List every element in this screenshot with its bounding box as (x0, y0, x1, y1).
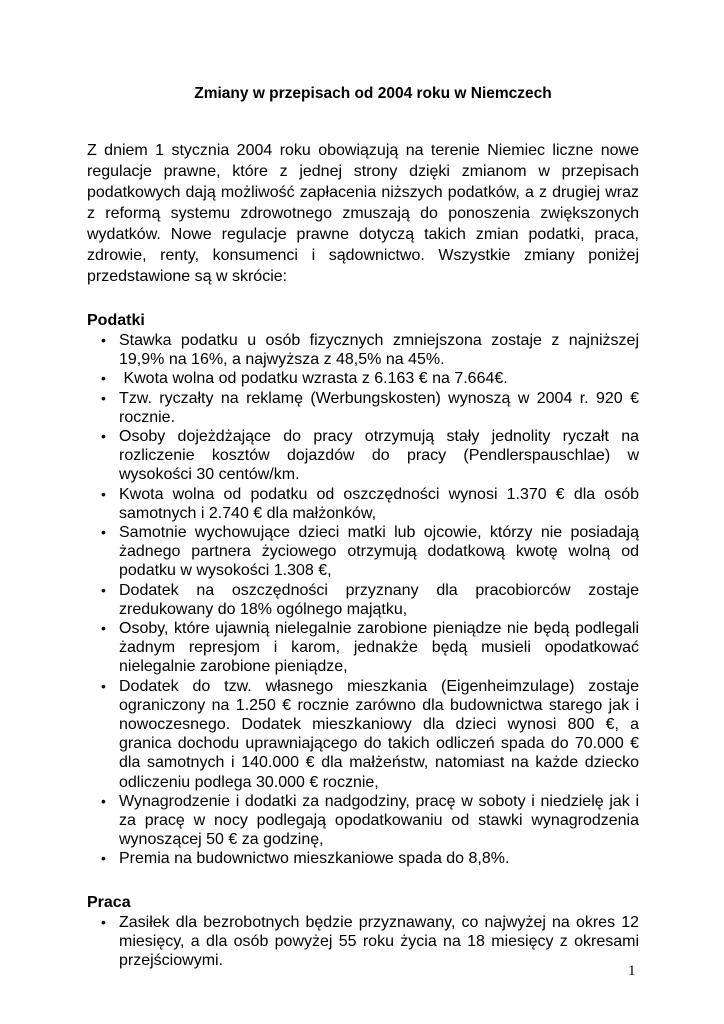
document-page (87, 84, 639, 970)
list-item-text: Samotnie wychowujące dzieci matki lub ojcowie, którzy nie posiadają żadnego partnera życiowego otrzymują dodatkową kwotę wolną od podatku w wysokości 1.308 €, (119, 524, 639, 580)
bullet-icon: • (101, 792, 106, 809)
list-item (87, 369, 639, 388)
list-item (87, 331, 639, 369)
bullet-icon: • (101, 677, 106, 694)
list-item-text: Osoby dojeżdżające do pracy otrzymują stały jednolity ryczałt na rozliczenie kosztów dojazdów do pracy (Pendlerspauschlae) w wysokości 30 centów/km. (119, 428, 639, 484)
bullet-icon: • (101, 485, 106, 502)
bullet-icon: • (101, 850, 106, 867)
bullet-icon: • (101, 332, 106, 348)
list-item-text: Wynagrodzenie i dodatki za nadgodziny, pracę w soboty i niedzielę jak i za pracę w nocy podlegają opodatkowaniu od stawki wynagrodzenia wynoszącej 50 € za godzinę, (119, 792, 639, 849)
list-item-text: Osoby, które ujawnią nielegalnie zarobione pieniądze nie będą podlegali żadnym represjom i karom, jednakże będą musieli opodatkować nielegalnie zarobione pieniądze, (119, 620, 639, 676)
section-podatki (87, 310, 639, 869)
section-praca (87, 892, 639, 971)
bullet-list (87, 913, 639, 971)
bullet-icon: • (101, 428, 106, 445)
bullet-icon: • (101, 370, 106, 387)
list-item (87, 523, 639, 581)
bullet-list (87, 331, 639, 869)
list-item (87, 581, 639, 619)
bullet-icon: • (101, 524, 106, 541)
list-item (87, 849, 639, 868)
list-item-text: Stawka podatku u osób fizycznych zmniejszona zostaje z najniższej 19,9% na 16%, a najwyższa z 48,5% na 45%. (119, 332, 639, 369)
list-item-text: Dodatek do tzw. własnego mieszkania (Eigenheimzulage) zostaje ograniczony na 1.250 € rocznie zarówno dla budownictwa starego jak i nowoczesnego. Dodatek mieszkaniowy dla dzieci wynosi 800 €, a granica dochodu uprawniającego do takich odliczeń spada do 70.000 € dla samotnych i 140.000 € dla małżeństw, natomiast na każde dziecko odliczeniu podlega 30.000 € rocznie, (119, 677, 639, 791)
list-item-text: Tzw. ryczałty na reklamę (Werbungskosten) wynoszą w 2004 r. 920 € rocznie. (119, 389, 639, 426)
list-item (87, 913, 639, 971)
page-number: 1 (628, 963, 636, 979)
list-item-text: Premia na budownictwo mieszkaniowe spada do 8,8%. (119, 850, 510, 868)
bullet-icon: • (101, 620, 106, 637)
document-title: Zmiany w przepisach od 2004 roku w Niemczech (194, 85, 552, 102)
list-item-text: Zasiłek dla bezrobotnych będzie przyznawany, co najwyżej na okres 12 miesięcy, a dla osób powyżej 55 roku życia na 18 miesięcy z okresami przejściowymi. (119, 913, 639, 970)
section-heading: Praca (87, 893, 131, 911)
list-item (87, 427, 639, 485)
list-item (87, 792, 639, 850)
list-item (87, 677, 639, 792)
section-heading: Podatki (87, 312, 145, 329)
bullet-icon: • (101, 581, 106, 598)
list-item-text: Kwota wolna od podatku od oszczędności wynosi 1.370 € dla osób samotnych i 2.740 € dla małżonków, (119, 485, 639, 522)
list-item (87, 619, 639, 677)
list-item-text: Kwota wolna od podatku wzrasta z 6.163 € na 7.664€. (119, 370, 508, 388)
intro-paragraph: Z dniem 1 stycznia 2004 roku obowiązują na terenie Niemiec liczne nowe regulacje prawne, które z jednej strony dzięki zmianom w przepisach podatkowych dają możliwość zapłacenia niższych podatków, a z drugiej wraz z reformą systemu zdrowotnego zmuszają do ponoszenia zwiększonych wydatków. Nowe regulacje prawne dotyczą takich zmian podatki, praca, zdrowie, renty, konsumenci i sądownictwo. Wszystkie zmiany poniżej przedstawione są w skrócie: (87, 142, 639, 285)
bullet-icon: • (101, 389, 106, 406)
list-item-text: Dodatek na oszczędności przyznany dla pracobiorców zostaje zredukowany do 18% ogólnego majątku, (119, 581, 639, 618)
bullet-icon: • (101, 913, 106, 930)
list-item (87, 389, 639, 427)
list-item (87, 485, 639, 523)
